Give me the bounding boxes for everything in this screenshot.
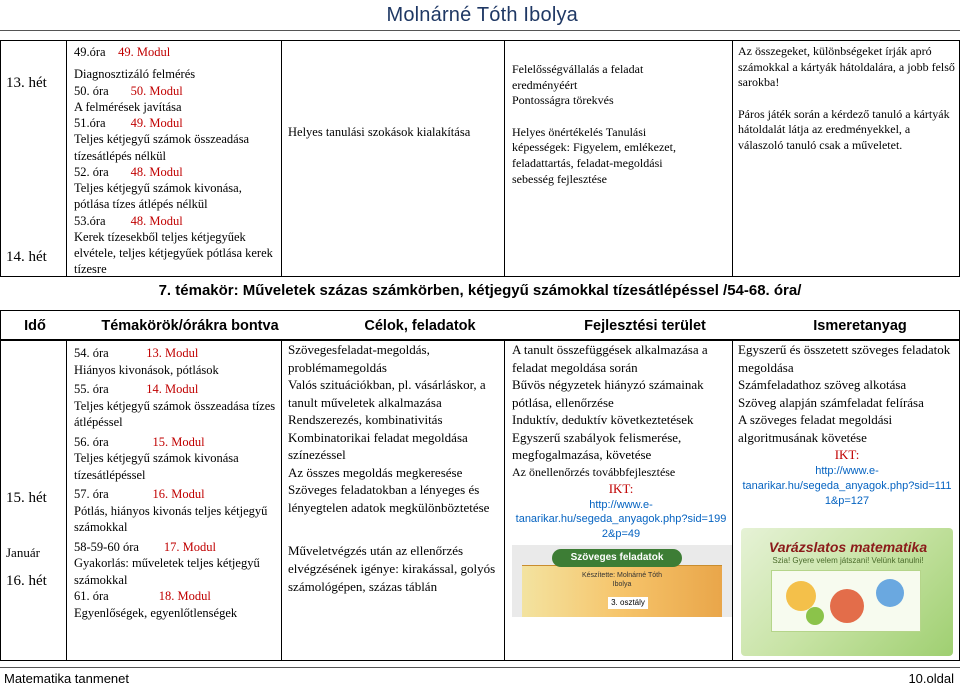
lesson-entry: 56. óra 15. Modul [74, 434, 205, 449]
page-number: 10.oldal [908, 671, 954, 685]
lesson-text: Teljes kétjegyű számok kivonása tízesátlépéssel [74, 451, 239, 482]
worksheet-cover-image [512, 545, 732, 617]
upper-knowledge: Az összegeket, különbségeket írják apró számokkal a kártyák hátoldalára, a jobb felső sarokba! Páros játék során a kérdező tanuló a kártyák hátoldalát látja az eredményekkel, a válaszoló tanuló csak a műveletet. [738, 44, 955, 152]
lesson-text: A felmérések javítása [74, 99, 182, 114]
grid-line [66, 339, 67, 661]
cover-title: Szöveges feladatok [552, 549, 682, 567]
resource-link[interactable]: http://www.e-tanarikar.hu/segeda_anyagok.php?sid=111 1&p=127 [742, 464, 952, 507]
lesson-text: Teljes kétjegyű számok összeadása tízesátlépés nélkül [74, 132, 250, 163]
cover-grade: 3. osztály [608, 597, 648, 609]
grid-line [504, 339, 505, 661]
lower-lessons [74, 345, 279, 621]
ikt-label: IKT: [834, 447, 860, 463]
grid-line [66, 40, 67, 276]
grid-line [504, 40, 505, 276]
lower-table-bottom-border [0, 660, 960, 661]
cover-author: Készítette: Molnárné Tóth Ibolya [581, 572, 663, 589]
lesson-text: Pótlás, hiányos kivonás teljes kétjegyű számokkal [74, 503, 268, 534]
lesson-text: Kerek tízesekből teljes kétjegyűek elvétele, teljes kétjegyűek pótlása kerek tízesre [74, 229, 273, 277]
resource-link[interactable]: http://www.e-tanarikar.hu/segeda_anyagok.php?sid=199 2&p=49 [515, 498, 727, 541]
footer-left: Matematika tanmenet [4, 671, 130, 685]
upper-table-top-border [0, 40, 960, 41]
author-name: Molnárné Tóth Ibolya [386, 4, 578, 26]
column-header-topics: Témakörök/órákra bontva [101, 318, 279, 334]
week-label: 13. hét [6, 75, 47, 91]
week-label: 16. hét [6, 573, 47, 589]
lesson-entry: 61. óra 18. Modul [74, 589, 211, 603]
ikt-label: IKT: [608, 481, 634, 497]
lesson-text: Hiányos kivonások, pótlások [74, 362, 219, 377]
lesson-entry: 53.óra 48. Modul [74, 213, 183, 228]
lower-development: A tanult összefüggések alkalmazása a feladat megoldása során Bűvös négyzetek hiányzó számainak pótlása, ellenőrzése Induktív, deduktív következtetések Egyszerű szabályok felismerése, megfogalmazása, követése Az önellenőrzés továbbfejlesztése IKT: http://www.e-tanarikar.hu/segeda_anyagok.php?sid=199 2&p=49 [512, 341, 730, 542]
grid-line [732, 40, 733, 276]
column-header-knowledge: Ismeretanyag [813, 318, 907, 334]
lesson-entry: 57. óra 16. Modul [74, 487, 205, 501]
lesson-text: Gyakorlás: műveletek teljes kétjegyű számokkal [74, 556, 260, 587]
lesson-text: Egyenlőségek, egyenlőtlenségek [74, 605, 238, 620]
grid-line [281, 40, 282, 276]
grid-line [281, 339, 282, 661]
game-illustration [771, 570, 921, 632]
lesson-text: Teljes kétjegyű számok kivonása, pótlása tízes átlépés nélkül [74, 181, 242, 212]
page-header [0, 0, 960, 30]
lesson-text: Teljes kétjegyű számok összeadása tízes átlépéssel [74, 398, 276, 429]
lesson-entry: 49.óra 49. Modul [74, 45, 171, 59]
game-subtitle: Szia! Gyere velem játszani! Velünk tanulni! [772, 556, 924, 565]
grid-line [732, 339, 733, 661]
lower-knowledge: Egyszerű és összetett szöveges feladatok megoldása Számfeladathoz szöveg alkotása Szöveg alapján számfeladat felírása A szöveges feladat megoldási algoritmusának követése IKT: http://www.e-tanarikar.hu/segeda_anyagok.php?sid=111 1&p=127 [738, 341, 956, 508]
lesson-entry: Diagnosztizáló felmérés [74, 67, 196, 82]
week-label: 14. hét [6, 249, 47, 265]
week-label: 15. hét [6, 490, 47, 506]
upper-development: Felelősségvállalás a feladat eredményéért Pontosságra törekvés Helyes önértékelés Tanulási képességek: Figyelem, emlékezet, feladattartás, feladat-megoldási sebesség fejlesztése [512, 62, 676, 186]
lesson-entry: 54. óra 13. Modul [74, 346, 199, 360]
lesson-entry: 50. óra 50. Modul [74, 83, 183, 98]
lesson-entry: 52. óra 48. Modul [74, 164, 183, 179]
footer-divider [0, 667, 960, 668]
lesson-entry: 58-59-60 óra 17. Modul [74, 539, 217, 554]
column-header-time: Idő [24, 318, 46, 334]
lower-table-top-border [0, 310, 960, 311]
upper-lessons [74, 44, 279, 278]
upper-goal: Helyes tanulási szokások kialakítása [288, 125, 471, 139]
grid-line [0, 310, 1, 661]
column-header-development: Fejlesztési terület [584, 318, 706, 334]
game-cover-image [741, 528, 953, 656]
column-header-goals: Célok, feladatok [364, 318, 476, 334]
game-title: Varázslatos matematika [768, 539, 928, 555]
lower-goals: Szövegesfeladat-megoldás, problémamegoldás Valós szituációkban, pl. vásárláskor, a tanult műveletek alkalmazása Rendszerezés, kombinativitás Kombinatorikai feladat megoldása színezéssel Az összes megoldás megkeresése Szöveges feladatokban a lényeges és lényegtelen adatok megkülönböztetése Műveletvégzés után az ellenőrzés elvégzésének igénye: kirakással, golyós számológépen, százas táblán [288, 342, 496, 594]
topic-title: 7. témakör: Műveletek százas számkörben, kétjegyű számokkal tízesátlépéssel /54-68. óra/ [158, 282, 802, 299]
lesson-entry: 55. óra 14. Modul [74, 382, 199, 396]
header-divider [0, 30, 960, 31]
month-label: Január [6, 545, 40, 560]
lesson-entry: 51.óra 49. Modul [74, 116, 183, 130]
grid-line [0, 40, 1, 276]
